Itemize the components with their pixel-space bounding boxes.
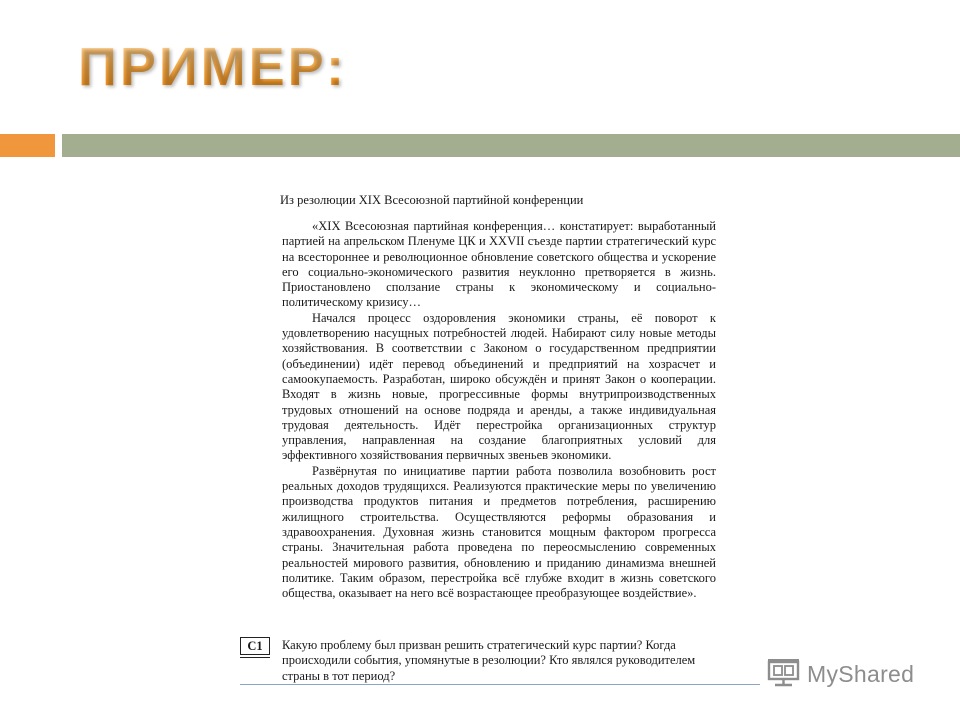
question-label-underline [240,657,270,658]
accent-bar-orange [0,134,55,157]
document-paragraph: Начался процесс оздоровления экономики страны, её поворот к удовлетворению насущных потребностей людей. Набирают силу новые методы хозяйствования. В соответствии с Законом о государственном предприятии (объединении) идёт перевод объединений и предприятий на хозрасчет и самоокупаемость. Разработан, широко обсуждён и принят Закон о кооперации. Входят в жизнь новые, прогрессивные формы внутрипроизводственных трудовых отношений на основе подряда и аренды, а также индивидуальная трудовая деятельность. Идёт перестройка организационных структур управления, направленная на создание благоприятных условий для эффективного хозяйствования первичных звеньев экономики. [282,310,716,463]
document-body [282,219,716,601]
accent-bar-green [62,134,960,157]
logo-text: MyShared [807,661,915,687]
question-text: Какую проблему был призван решить стратегический курс партии? Когда происходили события, упомянутые в резолюции? Кто являлся руководителем страны в тот период? [282,638,696,683]
slide-title: ПРИМЕР: [78,37,347,97]
presentation-screen-icon [767,657,801,692]
question-label: С1 [240,637,270,655]
scan-bottom-line [240,684,760,685]
document-paragraph: Развёрнутая по инициативе партии работа позволила возобновить рост реальных доходов трудящихся. Реализуются практические меры по увеличению производства продуктов питания и предметов потребления, расширению жилищного строительства. Осуществляются реформы образования и здравоохранения. Духовная жизнь становится мощным фактором прогресса страны. Значительная работа проведена по переосмыслению современных реальностей мирового развития, обновлению и приданию динамизма внешней политике. Таким образом, перестройка всё глубже входит в жизнь советского общества, оказывает на него всё возрастающее преобразующее воздействие». [282,463,716,601]
document-paragraph: «XIX Всесоюзная партийная конференция… констатирует: выработанный партией на апрельском Пленуме ЦК и XXVII съезде партии стратегический курс на всестороннее и революционное обновление советского общества и ускорение его социально-экономического развития неуклонно претворяется в жизнь. Приостановлено сползание страны к экономическому и социально-политическому кризису… [282,219,716,310]
myshared-logo [767,657,914,692]
document-heading: Из резолюции XIX Всесоюзной партийной конференции [280,193,584,207]
document-scan [240,182,760,688]
